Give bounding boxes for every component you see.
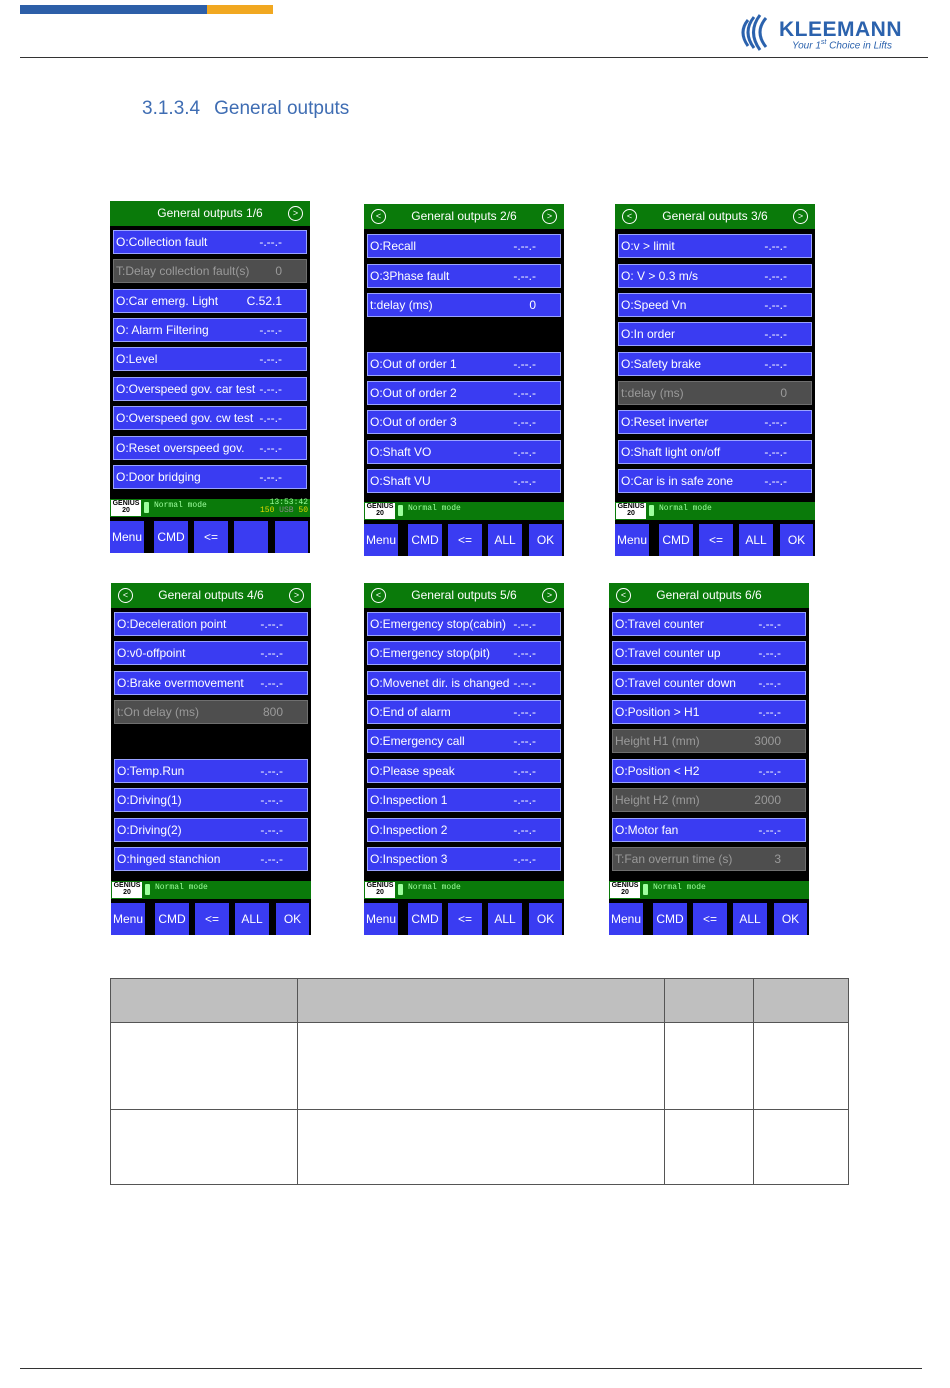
output-value: -.--.- (758, 676, 781, 690)
output-value: -.--.- (764, 445, 787, 459)
cmd-button[interactable]: CMD (659, 524, 693, 556)
output-label: O:Speed Vn (621, 298, 687, 312)
output-value: -.--.- (513, 764, 536, 778)
clock-time: 13:53:42 (269, 498, 308, 507)
output-value: -.--.- (758, 646, 781, 660)
output-label: O:Position < H2 (615, 764, 700, 778)
output-row[interactable] (113, 377, 307, 401)
table-header-cell (665, 979, 754, 1023)
output-value: -.--.- (259, 470, 282, 484)
output-row[interactable] (113, 230, 307, 254)
output-row[interactable] (618, 469, 812, 493)
mode-text: Normal mode (408, 504, 461, 513)
output-value: -.--.- (513, 823, 536, 837)
output-value: -.--.- (513, 734, 536, 748)
output-row[interactable] (612, 788, 806, 812)
output-label: O:Please speak (370, 764, 455, 778)
screen-title: General outputs 1/6 (110, 201, 310, 226)
back-button[interactable]: <= (195, 903, 229, 935)
output-label: O:Temp.Run (117, 764, 185, 778)
output-value: -.--.- (513, 646, 536, 660)
output-value: 800 (262, 705, 283, 719)
battery-icon (145, 884, 150, 895)
output-row[interactable] (367, 410, 561, 434)
output-value: -.--.- (260, 676, 283, 690)
output-row[interactable] (367, 234, 561, 258)
prev-page-icon[interactable]: < (371, 209, 386, 224)
table-cell (111, 1023, 298, 1110)
table-header-cell (111, 979, 298, 1023)
genius-logo-number: 20 (621, 889, 629, 896)
output-label: O:Level (116, 352, 158, 366)
output-row[interactable] (618, 440, 812, 464)
output-label: O:Out of order 1 (370, 357, 457, 371)
output-value: -.--.- (513, 617, 536, 631)
output-row[interactable] (367, 847, 561, 871)
prev-page-icon[interactable]: < (622, 209, 637, 224)
next-page-icon[interactable]: > (542, 588, 557, 603)
status-bar (110, 499, 310, 517)
output-row[interactable] (618, 352, 812, 376)
output-row[interactable] (612, 612, 806, 636)
output-label: O:Inspection 2 (370, 823, 448, 837)
table-header-cell (298, 979, 665, 1023)
output-value: -.--.- (513, 357, 536, 371)
output-value: -.--.- (758, 705, 781, 719)
kleemann-logo (734, 12, 934, 52)
output-row[interactable] (367, 788, 561, 812)
output-label: O:Travel counter down (615, 676, 736, 690)
header-bar-orange (207, 5, 273, 14)
output-label: O:Overspeed gov. cw test (116, 411, 254, 425)
genius-logo-text: GENIUS (112, 500, 140, 507)
all-button[interactable]: ALL (488, 524, 522, 556)
table-row (111, 1110, 849, 1185)
all-button[interactable]: ALL (733, 903, 767, 935)
output-value: -.--.- (259, 382, 282, 396)
next-page-icon[interactable]: > (288, 206, 303, 221)
footer-rule (20, 1368, 922, 1369)
output-value: -.--.- (259, 352, 282, 366)
output-label: O:3Phase fault (370, 269, 450, 283)
output-value: -.--.- (513, 676, 536, 690)
prev-page-icon[interactable]: < (118, 588, 133, 603)
empty-button[interactable] (275, 521, 308, 553)
ok-button[interactable]: OK (774, 903, 807, 935)
output-label: O:Brake overmovement (117, 676, 244, 690)
output-value: -.--.- (260, 646, 283, 660)
output-value: 0 (529, 298, 536, 312)
cmd-button[interactable]: CMD (408, 903, 442, 935)
output-row[interactable] (113, 436, 307, 460)
output-row[interactable] (113, 347, 307, 371)
genius-logo-text: GENIUS (611, 882, 639, 889)
output-label: O:Overspeed gov. car test (116, 382, 256, 396)
menu-button[interactable]: Menu (364, 524, 398, 556)
table-header-cell (754, 979, 849, 1023)
table-cell (298, 1023, 665, 1110)
output-row[interactable] (113, 289, 307, 313)
battery-icon (643, 884, 648, 895)
output-label: t:On delay (ms) (117, 705, 200, 719)
table-cell (111, 1110, 298, 1185)
output-label: O:Inspection 1 (370, 793, 448, 807)
section-number: 3.1.3.4 (142, 98, 201, 119)
output-label: O:Emergency stop(pit) (370, 646, 491, 660)
output-row[interactable] (612, 729, 806, 753)
output-label: O:Emergency call (370, 734, 465, 748)
output-row[interactable] (367, 381, 561, 405)
output-row[interactable] (113, 406, 307, 430)
brand-name: KLEEMANN (779, 18, 902, 41)
output-label: O:Position > H1 (615, 705, 700, 719)
table-cell (665, 1110, 754, 1185)
next-page-icon[interactable]: > (289, 588, 304, 603)
status-bar (364, 881, 564, 899)
output-row[interactable] (367, 293, 561, 317)
screen-title: General outputs 5/6 (364, 583, 564, 608)
output-value: -.--.- (758, 823, 781, 837)
cmd-button[interactable]: CMD (408, 524, 442, 556)
output-row[interactable] (367, 759, 561, 783)
output-label: O:Reset overspeed gov. (116, 441, 245, 455)
header-bar-blue (20, 5, 207, 14)
cmd-button[interactable]: CMD (653, 903, 687, 935)
all-button[interactable]: ALL (739, 524, 773, 556)
output-row[interactable] (612, 641, 806, 665)
screen-title: General outputs 6/6 (609, 583, 809, 608)
section-title: General outputs (214, 98, 350, 119)
display-screen (615, 204, 815, 556)
output-value: -.--.- (513, 269, 536, 283)
display-screen (609, 583, 809, 935)
output-label: O: V > 0.3 m/s (621, 269, 699, 283)
mode-text: Normal mode (653, 883, 706, 892)
output-value: -.--.- (764, 269, 787, 283)
output-value: 3 (774, 852, 781, 866)
prev-page-icon[interactable]: < (616, 588, 631, 603)
all-button[interactable]: ALL (488, 903, 522, 935)
battery-icon (398, 884, 403, 895)
mode-text: Normal mode (155, 883, 208, 892)
mode-text: Normal mode (408, 883, 461, 892)
output-label: O:Door bridging (116, 470, 201, 484)
output-row[interactable] (367, 700, 561, 724)
all-button[interactable]: ALL (235, 903, 269, 935)
table-cell (665, 1023, 754, 1110)
output-value: -.--.- (764, 327, 787, 341)
genius-logo (365, 882, 395, 898)
output-row[interactable] (618, 264, 812, 288)
output-label: O:Out of order 3 (370, 415, 457, 429)
output-row[interactable] (612, 847, 806, 871)
output-label: O:Driving(2) (117, 823, 182, 837)
battery-icon (144, 502, 149, 513)
clock-info (260, 507, 308, 515)
menu-button[interactable]: Menu (364, 903, 398, 935)
output-label: Height H2 (mm) (615, 793, 700, 807)
output-value: 2000 (754, 793, 781, 807)
output-label: T:Fan overrun time (s) (615, 852, 733, 866)
output-value: 3000 (754, 734, 781, 748)
output-row[interactable] (612, 700, 806, 724)
output-row[interactable] (618, 410, 812, 434)
output-row[interactable] (114, 847, 308, 871)
ok-button[interactable]: OK (276, 903, 309, 935)
output-value: -.--.- (764, 357, 787, 371)
empty-button[interactable] (234, 521, 268, 553)
genius-logo (365, 503, 395, 519)
output-label: O:Shaft VU (370, 474, 431, 488)
output-row[interactable] (113, 465, 307, 489)
output-row[interactable] (612, 759, 806, 783)
output-label: O:v > limit (621, 239, 675, 253)
screen-title: General outputs 3/6 (615, 204, 815, 229)
output-value: -.--.- (764, 474, 787, 488)
cmd-button[interactable]: CMD (154, 521, 188, 553)
genius-logo-number: 20 (376, 510, 384, 517)
output-value: -.--.- (259, 411, 282, 425)
output-row[interactable] (618, 322, 812, 346)
output-label: O:Travel counter up (615, 646, 721, 660)
output-value: -.--.- (513, 415, 536, 429)
screen-title: General outputs 2/6 (364, 204, 564, 229)
output-label: O:v0-offpoint (117, 646, 186, 660)
output-label: O:Motor fan (615, 823, 679, 837)
output-row[interactable] (367, 818, 561, 842)
cmd-button[interactable]: CMD (155, 903, 189, 935)
genius-logo-text: GENIUS (113, 882, 141, 889)
output-row[interactable] (618, 234, 812, 258)
prev-page-icon[interactable]: < (371, 588, 386, 603)
output-value: -.--.- (513, 445, 536, 459)
output-row[interactable] (114, 788, 308, 812)
output-row[interactable] (114, 612, 308, 636)
ok-button[interactable]: OK (529, 903, 562, 935)
genius-logo (616, 503, 646, 519)
output-row[interactable] (618, 381, 812, 405)
output-label: O:End of alarm (370, 705, 451, 719)
output-row[interactable] (367, 612, 561, 636)
status-bar (111, 881, 311, 899)
clock-info-c: 50 (298, 506, 308, 515)
output-value: -.--.- (513, 239, 536, 253)
output-row[interactable] (114, 818, 308, 842)
mode-text: Normal mode (659, 504, 712, 513)
output-label: O:Travel counter (615, 617, 704, 631)
back-button[interactable]: <= (194, 521, 228, 553)
output-label: O:Inspection 3 (370, 852, 448, 866)
genius-logo-text: GENIUS (617, 503, 645, 510)
output-value: -.--.- (764, 298, 787, 312)
status-bar (364, 502, 564, 520)
output-label: O:Deceleration point (117, 617, 227, 631)
table-header-row (111, 979, 849, 1023)
menu-button[interactable]: Menu (111, 903, 145, 935)
battery-icon (649, 505, 654, 516)
next-page-icon[interactable]: > (793, 209, 808, 224)
output-label: t:delay (ms) (621, 386, 684, 400)
display-screen (364, 204, 564, 556)
output-value: 0 (780, 386, 787, 400)
genius-logo-text: GENIUS (366, 503, 394, 510)
output-label: O:Car is in safe zone (621, 474, 734, 488)
clock-info-a: 150 (259, 506, 275, 515)
output-row[interactable] (114, 641, 308, 665)
output-row[interactable] (618, 293, 812, 317)
output-row[interactable] (113, 318, 307, 342)
display-screen (110, 201, 310, 553)
genius-logo-number: 20 (123, 889, 131, 896)
output-label: O:Shaft light on/off (621, 445, 721, 459)
back-button[interactable]: <= (699, 524, 733, 556)
output-value: -.--.- (758, 764, 781, 778)
output-value: -.--.- (259, 235, 282, 249)
output-label: Height H1 (mm) (615, 734, 700, 748)
output-row[interactable] (114, 759, 308, 783)
output-value: -.--.- (259, 441, 282, 455)
output-value: -.--.- (764, 415, 787, 429)
genius-logo (610, 882, 640, 898)
genius-logo-number: 20 (627, 510, 635, 517)
output-label: O:Driving(1) (117, 793, 182, 807)
output-value: -.--.- (758, 617, 781, 631)
genius-logo-text: GENIUS (366, 882, 394, 889)
kleemann-logo-mark-icon (734, 12, 774, 52)
output-value: -.--.- (260, 617, 283, 631)
brand-tagline: Your 1st Choice in Lifts (792, 39, 892, 52)
output-row[interactable] (367, 729, 561, 753)
genius-logo-number: 20 (122, 507, 130, 514)
output-row[interactable] (367, 469, 561, 493)
output-value: -.--.- (260, 852, 283, 866)
output-value: -.--.- (259, 323, 282, 337)
table-cell (754, 1023, 849, 1110)
genius-logo-number: 20 (376, 889, 384, 896)
mode-text: Normal mode (154, 501, 207, 510)
menu-button[interactable]: Menu (615, 524, 649, 556)
output-label: t:delay (ms) (370, 298, 433, 312)
table-cell (754, 1110, 849, 1185)
back-button[interactable]: <= (693, 903, 727, 935)
output-row[interactable] (612, 818, 806, 842)
output-label: O:Out of order 2 (370, 386, 457, 400)
output-label: O:hinged stanchion (117, 852, 221, 866)
output-row[interactable] (113, 259, 307, 283)
output-value: -.--.- (513, 705, 536, 719)
screen-title: General outputs 4/6 (111, 583, 311, 608)
output-label: O:Collection fault (116, 235, 208, 249)
output-value: -.--.- (513, 852, 536, 866)
header-rule (20, 57, 928, 58)
table-row (111, 1023, 849, 1110)
status-bar (609, 881, 809, 899)
ok-button[interactable]: OK (780, 524, 813, 556)
output-label: O:Reset inverter (621, 415, 709, 429)
output-value: -.--.- (764, 239, 787, 253)
output-value: -.--.- (260, 823, 283, 837)
menu-button[interactable]: Menu (110, 521, 144, 553)
parameter-table (110, 978, 849, 1185)
status-clock (260, 499, 308, 515)
output-value: -.--.- (513, 793, 536, 807)
output-value: -.--.- (260, 793, 283, 807)
output-row[interactable] (367, 641, 561, 665)
status-bar (615, 502, 815, 520)
output-value: -.--.- (260, 764, 283, 778)
display-screen (364, 583, 564, 935)
output-row[interactable] (367, 440, 561, 464)
output-row[interactable] (367, 264, 561, 288)
output-value: C.52.1 (246, 294, 282, 308)
table-cell (298, 1110, 665, 1185)
battery-icon (398, 505, 403, 516)
back-button[interactable]: <= (448, 903, 482, 935)
output-row[interactable] (114, 700, 308, 724)
output-row[interactable] (367, 671, 561, 695)
output-label: O: Alarm Filtering (116, 323, 209, 337)
genius-logo (111, 500, 141, 516)
output-label: O:Safety brake (621, 357, 702, 371)
display-screen (111, 583, 311, 935)
output-label: O:Movenet dir. is changed (370, 676, 510, 690)
output-label: T:Delay collection fault(s) (116, 264, 250, 278)
genius-logo (112, 882, 142, 898)
output-label: O:In order (621, 327, 676, 341)
output-row[interactable] (114, 671, 308, 695)
back-button[interactable]: <= (448, 524, 482, 556)
clock-info-usb: USB (274, 506, 299, 515)
output-value: -.--.- (513, 386, 536, 400)
output-label: O:Emergency stop(cabin) (370, 617, 507, 631)
output-label: O:Shaft VO (370, 445, 432, 459)
output-row[interactable] (367, 352, 561, 376)
menu-button[interactable]: Menu (609, 903, 643, 935)
output-value: 0 (275, 264, 282, 278)
next-page-icon[interactable]: > (542, 209, 557, 224)
ok-button[interactable]: OK (529, 524, 562, 556)
output-label: O:Car emerg. Light (116, 294, 219, 308)
output-row[interactable] (612, 671, 806, 695)
output-value: -.--.- (513, 474, 536, 488)
output-label: O:Recall (370, 239, 417, 253)
section-heading (142, 98, 349, 120)
